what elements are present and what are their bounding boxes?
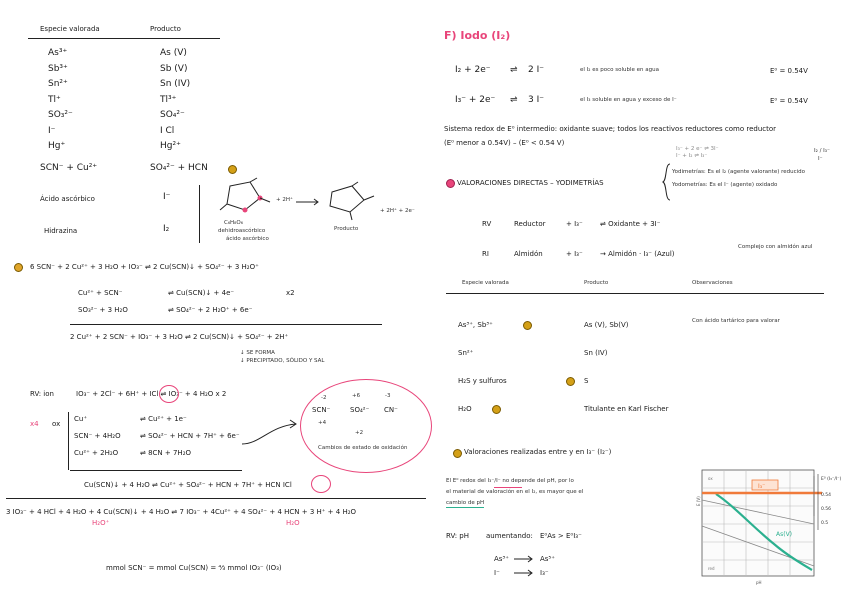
- note1-end: cambio de pH: [446, 500, 485, 506]
- side-note-right-1: I₂ / I₃⁻: [814, 148, 830, 154]
- rtable-obs: Con ácido tartárico para valorar: [692, 318, 780, 324]
- final-label-1: H₂O⁺: [92, 519, 110, 527]
- ox-label-1: +6: [352, 393, 361, 399]
- rv1-a: Reductor: [514, 220, 546, 228]
- chart-xlabel: pH: [756, 580, 762, 585]
- x4-bracket: [68, 412, 69, 470]
- note1-underline: [494, 487, 522, 488]
- volumetric-title: VALORACIONES DIRECTAS – YODIMETRÍAS: [457, 179, 604, 187]
- x4-rule: [70, 470, 242, 471]
- table-rule: [28, 38, 220, 39]
- note1-line-2: el material de valoración en el I₂, es mayor que el: [446, 489, 584, 495]
- product-cell: Tl³⁺: [160, 94, 177, 105]
- section-title: F) Iodo (I₂): [444, 29, 511, 42]
- species-cell: As³⁺: [48, 48, 68, 58]
- x4-row-lhs: Cu⁺: [74, 415, 88, 423]
- valoracion-bullet: [453, 449, 462, 458]
- eq2-arrow: ⇌: [510, 95, 518, 105]
- ri-note: Complejo con almidón azul: [738, 244, 813, 250]
- product-cell: Hg²⁺: [160, 141, 181, 151]
- icl-circle: [159, 385, 179, 403]
- rtable-bullet: [566, 377, 575, 386]
- x4-row-lhs: Cu²⁺ + 2H₂O: [74, 449, 119, 457]
- ri-label: RI: [482, 250, 489, 258]
- brace: [662, 162, 672, 202]
- product-cell: Sb (V): [160, 63, 188, 74]
- ri-a: Almidón: [514, 250, 543, 258]
- ri-b: + I₃⁻: [566, 250, 583, 258]
- final-equation: 3 IO₃⁻ + 4 HCl + 4 H₂O + 4 Cu(SCN)↓ + 4 H₂O ⇌ 7 IO₃⁻ + 4Cu²⁺ + 4 SO₄²⁻ + 4 HCN + 3 H⁺ + 4 H₂O: [6, 508, 357, 516]
- ox-label-6: +4: [318, 420, 327, 426]
- eq1-note: el I₂ es poco soluble en agua: [580, 67, 659, 73]
- potential-ph-chart: [694, 466, 844, 588]
- scn-row-right: SO₄²⁻ + HCN: [150, 163, 208, 173]
- species-cell: Sn²⁺: [48, 79, 68, 89]
- hydrazine-value: I₂: [163, 224, 170, 234]
- rtable-header-0: Especie valorada: [462, 280, 509, 286]
- rtable-bullet: [523, 321, 532, 330]
- rtable-bullet: [492, 405, 501, 414]
- valoracion-line: Valoraciones realizadas entre y en I₃⁻ (I₂⁻): [464, 448, 612, 456]
- rv-cond-formula: E⁰As > E⁰I₃⁻: [540, 532, 582, 540]
- hydrazine-label: Hidrazina: [44, 227, 78, 235]
- ascorbic-arrow: [296, 198, 322, 206]
- ox-label-2: -3: [385, 393, 391, 399]
- ox-label-0: -2: [321, 395, 327, 401]
- rtable-product: Titulante en Karl Fischer: [584, 405, 669, 413]
- curved-arrow: [240, 418, 302, 448]
- sum-note-1: ↓ SE FORMA: [240, 350, 275, 356]
- ascorbic-caption: dehidroascórbico: [218, 228, 266, 234]
- x4-row-rhs: ⇌ SO₄²⁻ + HCN + 7H⁺ + 6e⁻: [140, 432, 240, 440]
- sub-eq2-b: ⇌ SO₄²⁻ + 2 H₂O⁺ + 6e⁻: [168, 306, 253, 314]
- eq1-rhs: 2 I⁻: [528, 65, 544, 75]
- brace-item-1: Yodimetrías: Es el I₂ (agente valorante) reducido: [672, 169, 806, 175]
- main-eq-bullet: [14, 263, 23, 272]
- sum-equation: 2 Cu²⁺ + 2 SCN⁻ + IO₃⁻ + 3 H₂O ⇌ 2 Cu(SCN)↓ + SO₄²⁻ + 2H⁺: [70, 333, 289, 341]
- x4-row-rhs: ⇌ Cu²⁺ + 1e⁻: [140, 415, 187, 423]
- side-note-2: I⁻ + I₂ ⇌ I₃⁻: [676, 153, 708, 159]
- arrow1-a: As³⁺: [494, 555, 509, 563]
- volumetric-bullet: [446, 179, 455, 188]
- species-cell: Sb³⁺: [48, 63, 68, 74]
- chart-highlight-label: I₃⁻: [758, 483, 766, 490]
- ox-label-4: SO₄²⁻: [350, 406, 370, 414]
- rv1-b: + I₃⁻: [566, 220, 583, 228]
- x4-tag: x4: [30, 420, 39, 428]
- eq2-rhs: 3 I⁻: [528, 95, 544, 105]
- final-label-2: H₂O: [286, 519, 300, 527]
- ascorbic-formula: C₆H₈O₆: [224, 220, 243, 226]
- eq1-e0: E⁰ = 0.54V: [770, 67, 808, 75]
- chart-right-label-1: 0.54: [821, 493, 832, 498]
- ri-c: → Almidón · I₃⁻ (Azul): [600, 250, 675, 258]
- rv-cond-text: aumentando:: [486, 532, 533, 540]
- eq1-arrow: ⇌: [510, 65, 518, 75]
- arrow2: [514, 569, 536, 577]
- x4-side: ox: [52, 420, 61, 428]
- ascorbic-tail: + 2H⁺ + 2e⁻: [380, 208, 415, 214]
- arrow1: [514, 555, 536, 563]
- eq2-note: el I₃ soluble en agua y exceso de I⁻: [580, 97, 677, 103]
- ascorbic-value: I⁻: [163, 192, 171, 202]
- rtable-species: As³⁺, Sb³⁺: [458, 321, 493, 329]
- side-note-1: I₃⁻ + 2 e⁻ ⇌ 3I⁻: [676, 146, 719, 152]
- chart-ylabel: E (V): [696, 496, 701, 506]
- rtable-product: S: [584, 377, 589, 385]
- sub-eq1-c: x2: [286, 289, 295, 297]
- product-cell: I Cl: [160, 125, 175, 136]
- scn-row-bullet: [228, 165, 237, 174]
- species-cell: SO₃²⁻: [48, 110, 73, 120]
- rtable-species: H₂S y sulfuros: [458, 377, 507, 385]
- species-cell: Tl⁺: [48, 94, 61, 105]
- product-cell: SO₄²⁻: [160, 110, 185, 120]
- eq2-lhs: I₃⁻ + 2e⁻: [455, 95, 496, 105]
- chart-curve-label: As(V): [776, 531, 793, 538]
- table-header-species: Especie valorada: [40, 25, 100, 33]
- rv-cond-label: RV: pH: [446, 532, 469, 540]
- chart-region-ox: ox: [708, 476, 713, 481]
- eq1-lhs: I₂ + 2e⁻: [455, 65, 491, 75]
- ox-label-3: SCN⁻: [312, 406, 331, 414]
- ascorbic-molecule: [215, 178, 275, 218]
- rtable-product: Sn (IV): [584, 349, 608, 357]
- ox-label-5: CN⁻: [384, 406, 398, 414]
- arrow2-b: I₃⁻: [540, 569, 549, 577]
- dehydro-formula: Producto: [334, 226, 359, 232]
- chart-right-label-2: 0.56: [821, 507, 832, 512]
- reaction-bracket: [199, 185, 200, 243]
- rv-equation: IO₃⁻ + 2Cl⁻ + 6H⁺ + ICl ⇌ IO₃⁻ + 4 H₂O x 2: [76, 390, 227, 398]
- final-summary: mmol SCN⁻ = mmol Cu(SCN) = ⁴⁄₃ mmol IO₃⁻ (IO₃): [106, 564, 282, 572]
- scn-row-left: SCN⁻ + Cu²⁺: [40, 163, 98, 173]
- sum-rule: [70, 324, 382, 325]
- product-cell: Sn (IV): [160, 79, 191, 89]
- rtable-product: As (V), Sb(V): [584, 321, 629, 329]
- x4-row-rhs: ⇌ 8CN + 7H₂O: [140, 449, 192, 457]
- rv-label: RV: ion: [30, 390, 54, 398]
- paragraph-line-1: Sistema redox de E⁰ intermedio: oxidante suave; todos los reactivos reductores como reductor: [444, 125, 777, 133]
- cuscn-equation: Cu(SCN)↓ + 4 H₂O ⇌ Cu²⁺ + SO₄²⁻ + HCN + 7H⁺ + HCN ICl: [84, 481, 292, 489]
- ox-label-7: +2: [355, 430, 364, 436]
- rtable-header-1: Producto: [584, 280, 609, 286]
- ox-caption: Cambios de estado de oxidación: [318, 445, 408, 451]
- rv1-c: ⇌ Oxidante + 3I⁻: [600, 220, 661, 228]
- note1-line-1: El E⁰ redox del I₃⁻/I⁻ no depende del pH, por lo: [446, 478, 574, 484]
- eq2-e0: E⁰ = 0.54V: [770, 97, 808, 105]
- ascorbic-label: Ácido ascórbico: [40, 195, 95, 203]
- x4-row-lhs: SCN⁻ + 4H₂O: [74, 432, 121, 440]
- product-cell: As (V): [160, 48, 187, 58]
- rv1-label: RV: [482, 220, 492, 228]
- arrow2-a: I⁻: [494, 569, 500, 577]
- sum-note-2: ↓ PRECIPITADO, SÓLIDO Y SAL: [240, 358, 325, 364]
- chart-right-label-0: E⁰ (I₃⁻/I⁻): [821, 477, 842, 482]
- table-header-product: Producto: [150, 25, 181, 33]
- sub-eq2-a: SO₃²⁻ + 3 H₂O: [78, 306, 128, 314]
- final-rule: [6, 498, 426, 499]
- rtable-species: H₂O: [458, 405, 472, 413]
- arrow1-b: As⁵⁺: [540, 555, 555, 563]
- hydrazine-caption: ácido ascórbico: [226, 236, 269, 242]
- ascorbic-plus: + 2H⁺: [276, 197, 293, 203]
- dehydro-molecule: [322, 182, 378, 222]
- rtable-header-2: Observaciones: [692, 280, 733, 286]
- species-cell: Hg⁺: [48, 141, 66, 151]
- rtable-rule: [446, 293, 824, 294]
- sub-eq1-b: ⇌ Cu(SCN)↓ + 4e⁻: [168, 289, 235, 297]
- species-cell: I⁻: [48, 125, 56, 136]
- rtable-species: Sn²⁺: [458, 349, 474, 357]
- paragraph-line-2: (E⁰ menor a 0.54V) – (E⁰ < 0.54 V): [444, 139, 565, 147]
- main-equation: 6 SCN⁻ + 2 Cu²⁺ + 3 H₂O + IO₃⁻ ⇌ 2 Cu(SCN)↓ + SO₄²⁻ + 3 H₂O⁺: [30, 263, 259, 271]
- side-note-right-2: I⁻: [818, 156, 823, 162]
- sub-eq1-a: Cu²⁺ + SCN⁻: [78, 289, 123, 297]
- cuscn-circle: [311, 475, 331, 493]
- chart-right-label-3: 0.5: [821, 521, 829, 526]
- chart-region-red: red: [708, 566, 715, 571]
- brace-item-2: Yodometrías: Es el I⁻ (agente) oxidado: [672, 182, 778, 188]
